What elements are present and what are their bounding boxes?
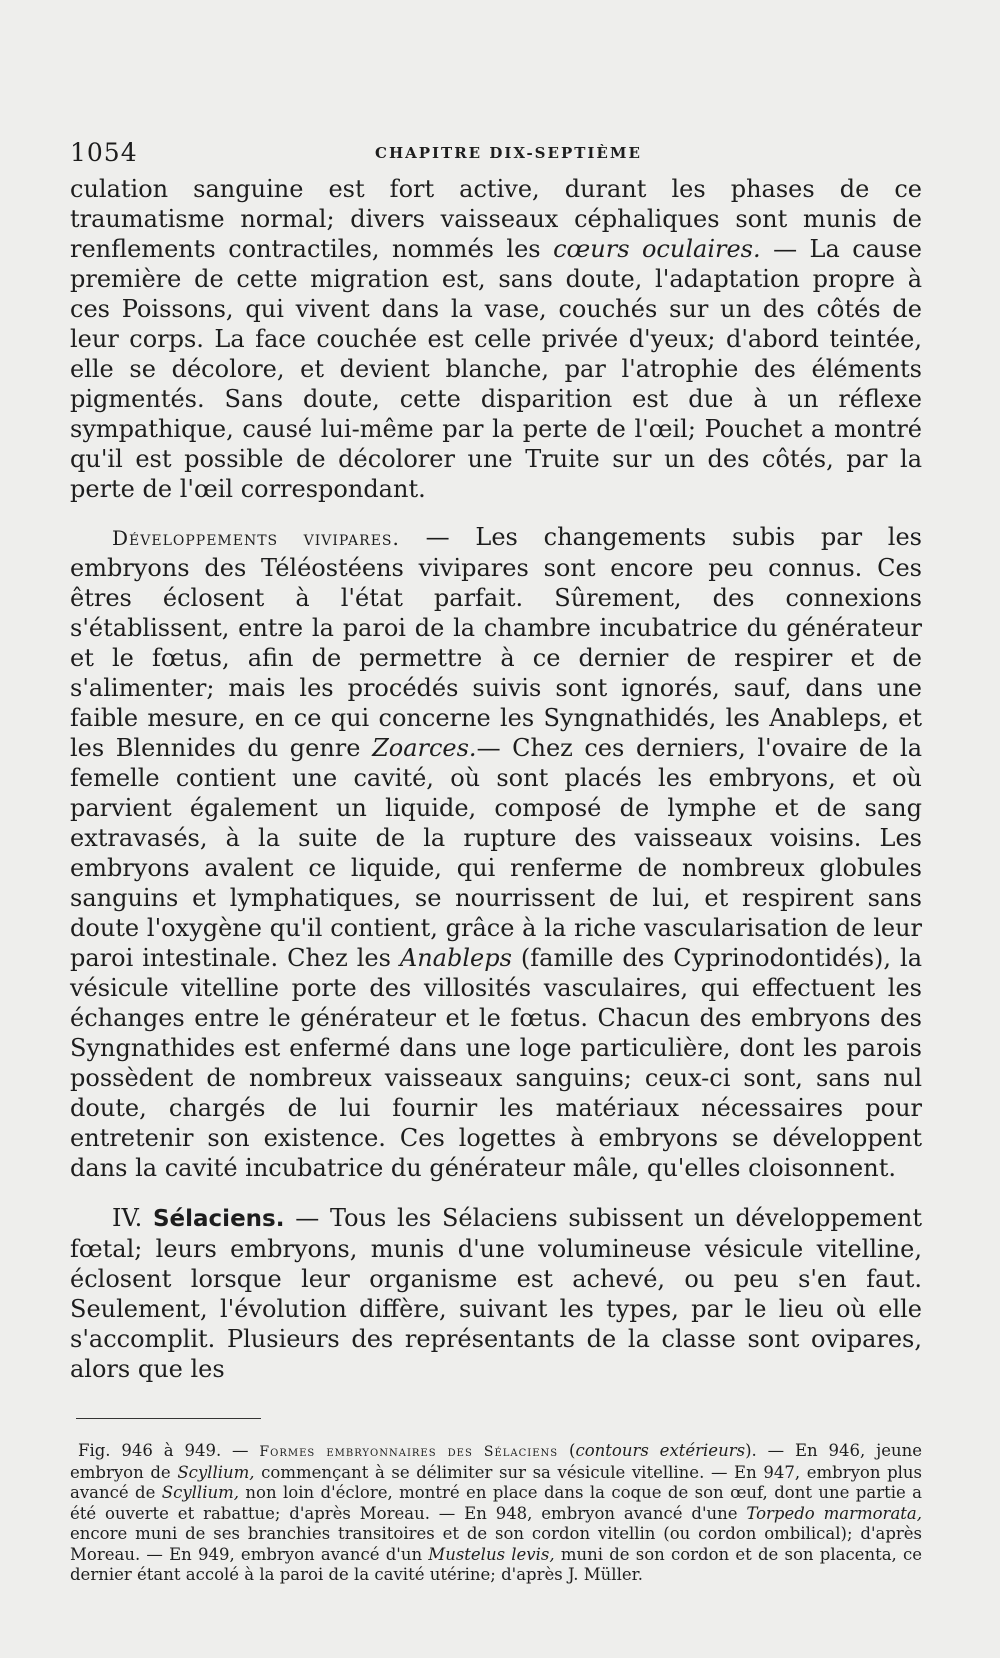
- section-heading-selaciens: Sélaciens.: [152, 1206, 285, 1232]
- paragraph-2-emphasis-anableps: Anableps: [399, 944, 512, 972]
- caption-emphasis-2: Scyllium,: [161, 1483, 239, 1502]
- footnote-separator: [76, 1418, 261, 1419]
- caption-title: Formes embryonnaires des Sélaciens: [259, 1444, 559, 1460]
- paragraph-1: [70, 174, 922, 504]
- caption-emphasis-4: Mustelus levis,: [428, 1544, 555, 1564]
- caption-text-2: commençant à se délimiter sur sa vésicule vitelline. — En 947, embryon plus avancé de: [70, 1462, 922, 1502]
- caption-text-1: ). — En 946, jeune embryon de: [70, 1441, 923, 1482]
- section-numeral: IV.: [112, 1204, 143, 1232]
- paragraph-3: [70, 1203, 922, 1384]
- caption-emphasis-1: Scyllium,: [177, 1462, 255, 1482]
- paragraph-2: [70, 522, 922, 1183]
- paragraph-2-text-2: — Chez ces derniers, l'ovaire de la femelle contient une cavité, où sont placés les embryons, et où parvient également un liquide, composé de lymphe et de sang extravasés, à la suite de la rupture des vaisseaux voisins. Les embryons avalent ce liquide, qui renferme de nombreux globules sanguins et lymphatiques, se nourrissent de lui, et respirent sans doute l'oxygène qu'il contient, grâce à la riche vascularisation de leur paroi intestinale. Chez les: [70, 734, 923, 972]
- paragraph-2-text: — Les changements subis par les embryons des Téléostéens vivipares sont encore peu connus. Ces êtres éclosent à l'état parfait. Sûrement, des connexions s'établissent, entre la paroi de la chambre incubatrice du générateur et le fœtus, afin de permettre à ce dernier de respirer et de s'alimenter; mais les procédés suivis sont ignorés, sauf, dans une faible mesure, en ce qui concerne les Syngnathidés, les Anableps, et les Blennides du genre: [70, 523, 923, 762]
- page-header: [70, 138, 922, 174]
- paragraph-2-text-3: (famille des Cyprinodontidés), la vésicule vitelline porte des villosités vasculaires, qui effectuent les échanges entre le générateur et le fœtus. Chacun des embryons des Syngnathides est enfermé dans une loge particulière, dont les parois possèdent de nombreux vaisseaux sanguins; ceux-ci sont, sans nul doute, chargés de lui fournir les matériaux nécessaires pour entretenir son existence. Ces logettes à embryons se développent dans la cavité incubatrice du générateur mâle, qu'elles cloisonnent.: [70, 944, 922, 1182]
- section-heading-viviparous: Développements vivipares.: [112, 526, 400, 550]
- paragraph-2-emphasis-zoarces: Zoarces.: [372, 734, 477, 762]
- paragraph-1-text: culation sanguine est fort active, durant les phases de ce traumatisme normal; divers vaisseaux céphaliques sont munis de renflements contractiles, nommés les: [70, 175, 922, 263]
- caption-open-paren: (: [558, 1441, 576, 1460]
- paragraph-1-emphasis: cœurs oculaires.: [553, 235, 761, 263]
- caption-label: Fig. 946 à 949. —: [78, 1441, 260, 1460]
- page-number: 1054: [70, 138, 138, 167]
- caption-text-5: muni de son cordon et de son placenta, ce dernier étant accolé à la paroi de la cavité utérine; d'après J. Müller.: [70, 1544, 923, 1584]
- figure-caption: [70, 1441, 922, 1586]
- paragraph-1-rest: — La cause première de cette migration est, sans doute, l'adaptation propre à ces Poissons, qui vivent dans la vase, couchés sur un des côtés de leur corps. La face couchée est celle privée d'yeux; d'abord teintée, elle se décolore, et devient blanche, par l'atrophie des éléments pigmentés. Sans doute, cette disparition est due à un réflexe sympathique, causé lui-même par la perte de l'œil; Pouchet a montré qu'il est possible de décolorer une Truite sur un des côtés, par la perte de l'œil correspondant.: [70, 235, 922, 503]
- page: [70, 138, 922, 1586]
- caption-title-emphasis: contours extérieurs: [575, 1441, 746, 1460]
- caption-text-4: encore muni de ses branchies transitoires et de son cordon vitellin (ou cordon ombilical); d'après Moreau. — En 949, embryon avancé d'un: [70, 1524, 922, 1564]
- running-title: CHAPITRE DIX-SEPTIÈME: [375, 144, 642, 162]
- paragraph-3-text: — Tous les Sélaciens subissent un développement fœtal; leurs embryons, munis d'une volumineuse vésicule vitelline, éclosent lorsque leur organisme est achevé, ou peu s'en faut. Seulement, l'évolution diffère, suivant les types, par le lieu où elle s'accomplit. Plusieurs des représentants de la classe sont ovipares, alors que les: [70, 1204, 922, 1383]
- caption-emphasis-3: Torpedo marmorata,: [746, 1503, 922, 1523]
- caption-text-3: non loin d'éclore, montré en place dans la coque de son œuf, dont une partie a été ouverte et rabattue; d'après Moreau. — En 948, embryon avancé d'une: [70, 1483, 922, 1523]
